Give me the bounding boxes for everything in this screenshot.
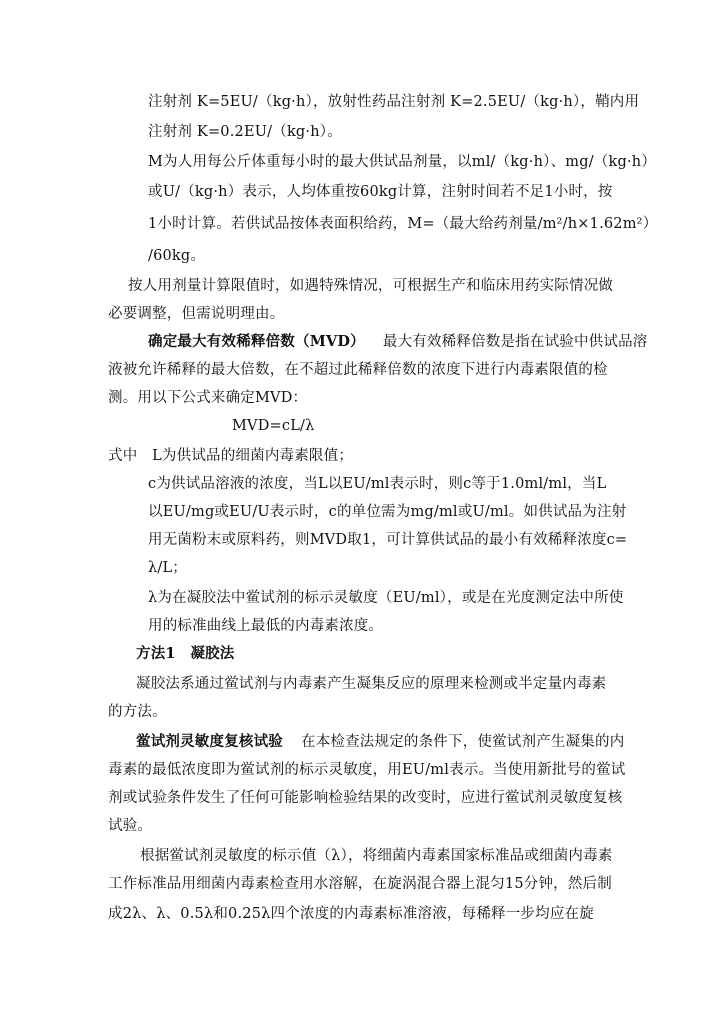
text-line: 用无菌粉末或原料药，则MVD取1，可计算供试品的最小有效稀释浓度c= [148, 532, 628, 548]
text-line: 毒素的最低浓度即为鲎试剂的标示灵敏度，用EU/ml表示。当使用新批号的鲎试 [108, 762, 626, 778]
text-line: 成2λ、λ、0.5λ和0.25λ四个浓度的内毒素标准溶液，每稀释一步均应在旋 [108, 906, 594, 922]
text-line: 以EU/mg或EU/U表示时，c的单位需为mg/ml或U/ml。如供试品为注射 [148, 504, 627, 520]
text-line: 试验。 [108, 818, 153, 834]
text-line: 注射剂 K=0.2EU/（kg·h）。 [148, 124, 342, 140]
text-line: 必要调整，但需说明理由。 [108, 306, 285, 322]
text-line: 根据鲎试剂灵敏度的标示值（λ），将细菌内毒素国家标准品或细菌内毒素 [140, 848, 613, 864]
text-line: 最大有效稀释倍数是指在试验中供试品溶 [382, 334, 648, 350]
section-heading-sensitivity: 鲎试剂灵敏度复核试验 [136, 733, 283, 750]
text-line: M为人用每公斤体重每小时的最大供试品剂量，以ml/（kg·h）、mg/（kg·h） [148, 154, 657, 170]
text-line: 式中 L为供试品的细菌内毒素限值； [108, 448, 354, 464]
text-line: 用的标准曲线上最低的内毒素浓度。 [148, 618, 384, 634]
text-line: 工作标准品用细菌内毒素检查用水溶解，在旋涡混合器上混匀15分钟，然后制 [108, 876, 612, 892]
text-line: 测。用以下公式来确定MVD： [108, 390, 308, 406]
text-line: 液被允许稀释的最大倍数，在不超过此稀释倍数的浓度下进行内毒素限值的检 [108, 362, 608, 378]
text-line: 1小时计算。若供试品按体表面积给药，M=（最大给药剂量/m²/h×1.62m²） [148, 216, 658, 232]
section-heading-mvd: 确定最大有效稀释倍数（MVD） [148, 333, 365, 350]
text-line: 的方法。 [108, 704, 167, 720]
text-line: 注射剂 K=5EU/（kg·h），放射性药品注射剂 K=2.5EU/（kg·h），鞘内用 [148, 94, 640, 110]
text-line: /60kg。 [148, 248, 206, 264]
text-line: 剂或试验条件发生了任何可能影响检验结果的改变时，应进行鲎试剂灵敏度复核 [108, 790, 623, 806]
text-line: 按人用剂量计算限值时，如遇特殊情况，可根据生产和临床用药实际情况做 [128, 278, 614, 294]
paragraph-mvd [148, 332, 647, 352]
formula: MVD=cL/λ [232, 418, 315, 434]
paragraph-sensitivity [136, 732, 624, 752]
text-line: c为供试品溶液的浓度，当L以EU/ml表示时，则c等于1.0ml/ml，当L [148, 476, 607, 492]
text-line: λ/L； [148, 560, 188, 576]
text-line: 或U/（kg·h）表示，人均体重按60kg计算，注射时间若不足1小时，按 [148, 184, 613, 200]
text-line: 凝胶法系通过鲎试剂与内毒素产生凝集反应的原理来检测或半定量内毒素 [136, 676, 607, 692]
section-heading-method1: 方法1 凝胶法 [136, 645, 235, 662]
text-line: 在本检查法规定的条件下，使鲎试剂产生凝集的内 [301, 734, 625, 750]
text-line: λ为在凝胶法中鲎试剂的标示灵敏度（EU/ml），或是在光度测定法中所使 [148, 590, 624, 606]
